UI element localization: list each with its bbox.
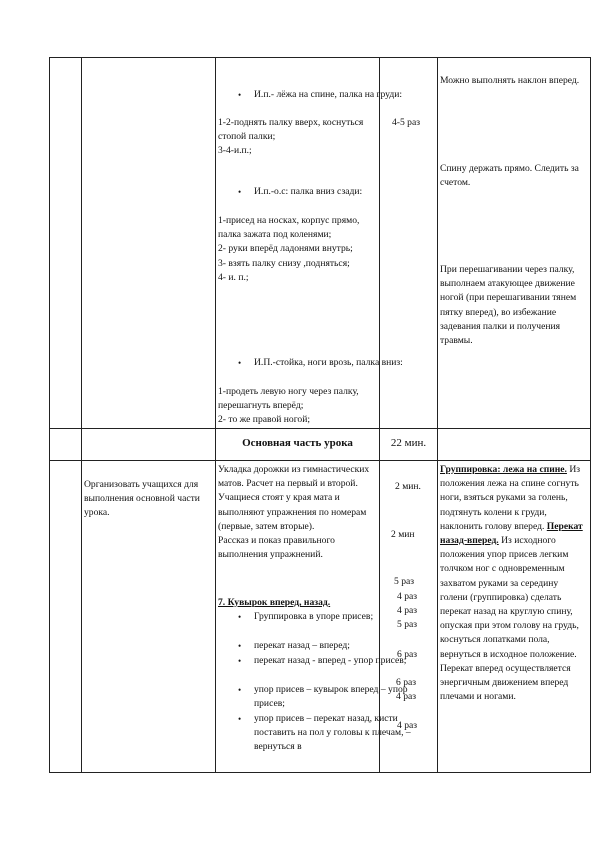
- warmup-note-1: Можно выполнять наклон вперед.: [440, 75, 580, 86]
- warmup-exercise-1-steps: 1-2-поднять палку вверх, коснуться стопой палки; 3-4-и.п.;: [218, 117, 364, 157]
- warmup-exercise-2-title: • И.п.-о.с: палка вниз сзади:: [218, 185, 414, 199]
- table-col-line-4: [437, 57, 438, 773]
- table-col-line-1: [81, 57, 82, 773]
- main-section-time: 22 мин.: [390, 437, 427, 449]
- main-bullet-1: • Группировка в упоре присев;: [218, 610, 414, 624]
- main-dose-3: 5 раз: [394, 576, 415, 587]
- main-dose-9: 4 раз: [396, 691, 417, 702]
- table-row-line-header-bottom: [49, 460, 591, 461]
- main-dose-6: 5 раз: [397, 619, 418, 630]
- main-exercise-heading: 7. Кувырок вперед, назад.: [218, 597, 331, 608]
- main-dose-2: 2 мин: [391, 529, 415, 540]
- note-grouping-heading: Группировка: лежа на спине.: [440, 464, 567, 475]
- warmup-exercise-1-title: • И.п.- лёжа на спине, палка на груди:: [218, 88, 414, 102]
- note-roll-forward: Перекат вперед осуществляется энергичным движением вперед плечами и ногами.: [440, 662, 571, 703]
- main-dose-4: 4 раз: [397, 591, 418, 602]
- main-task: Организовать учащихся для выполнения основной части урока.: [84, 479, 200, 519]
- table-border-right: [590, 57, 591, 773]
- table-row-line-bottom: [49, 772, 591, 773]
- main-dose-10: 4 раз: [397, 720, 418, 731]
- warmup-dose: 4-5 раз: [392, 117, 421, 128]
- table-row-line-header-top: [49, 428, 591, 429]
- main-dose-8: 6 раз: [396, 677, 417, 688]
- main-bullet-4: • упор присев – кувырок вперед – упор присев;: [218, 683, 414, 711]
- warmup-exercise-2-steps: 1-присед на носках, корпус прямо, палка зажата под коленями; 2- руки вперёд ладонями внутрь; 3- взять палку снизу ,подняться; 4- и. п.;: [218, 215, 360, 283]
- table-border-left: [49, 57, 50, 773]
- main-dose-5: 4 раз: [397, 605, 418, 616]
- main-dose-7: 6 раз: [397, 649, 418, 660]
- main-notes: [440, 463, 588, 704]
- main-bullet-3: • перекат назад - вперед - упор присев;: [218, 654, 414, 668]
- table-row-line-top: [49, 57, 591, 58]
- main-intro: Укладка дорожки из гимнастических матов. Расчет на первый и второй. Учащиеся стоят у края мата и выполняют упражнения по номерам (первые, затем вторые). Рассказ и показ правильного выполнения упражнений.: [218, 464, 370, 561]
- note-grouping-body: Из положения лежа на спине согнуть ноги, взяться руками за голень, подтянуть колени к груди, наклонить голову вперед.: [440, 464, 581, 532]
- note-roll-heading: Перекат назад-вперед.: [440, 520, 583, 547]
- warmup-note-2: Спину держать прямо. Следить за счетом.: [440, 163, 579, 189]
- table-col-line-2: [215, 57, 216, 773]
- warmup-note-3: При перешагивании через палку, выполнаем атакующее движение ногой (при перешагивании тянем пятку вперед), во избежание задевания палки и получения травмы.: [440, 264, 577, 347]
- main-bullet-5: • упор присев – перекат назад, кисти поставить на пол у головы к плечам, – вернуться в: [218, 712, 414, 755]
- main-section-title: Основная часть урока: [242, 437, 353, 449]
- note-roll-body: Из исходного положения упор присев легким толчком ног с одновременным захватом руками за середину голени (группировка) сделать перекат назад на круглую спину, опуская при этом голову на грудь, коснуться лопатками пола, вернуться в исходное положение.: [440, 535, 579, 660]
- main-dose-1: 2 мин.: [395, 481, 421, 492]
- main-bullet-2: • перекат назад – вперед;: [218, 639, 414, 653]
- warmup-exercise-3-title: • И.П.-стойка, ноги врозь, палка вниз:: [218, 356, 414, 370]
- warmup-exercise-3-steps: 1-продеть левую ногу через палку, перешагнуть вперёд; 2- то же правой ногой;: [218, 386, 359, 426]
